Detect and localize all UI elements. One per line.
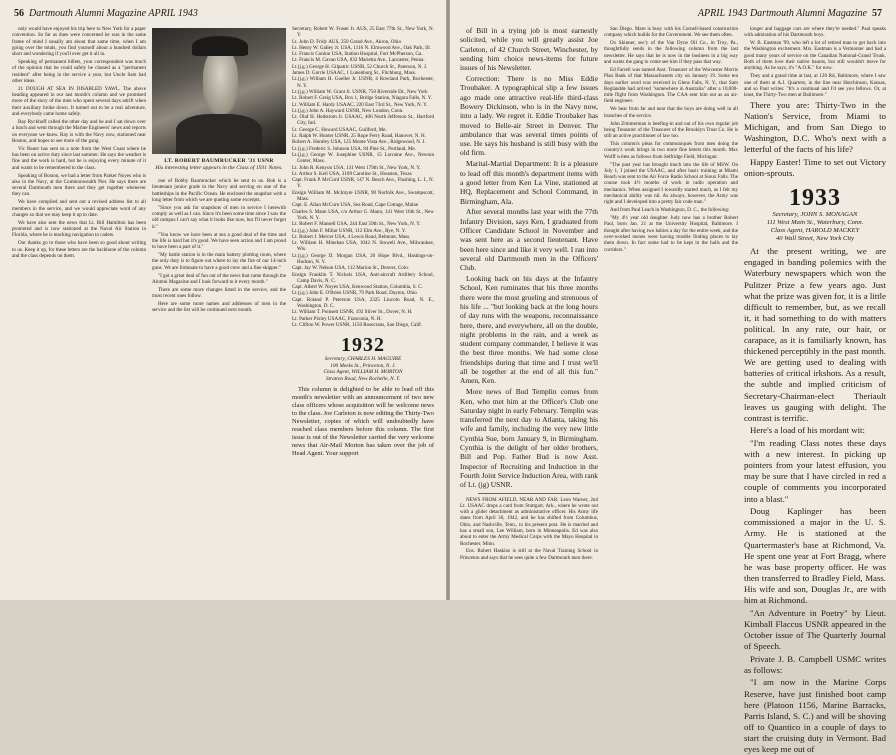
address-entry: Lt. William H. Minehan USA, 1042 N. Stowell Ave., Milwaukee, Wis.	[292, 240, 434, 253]
class-1932-address: 100 Meeks St., Princeton, N. J.	[330, 362, 396, 369]
address-entry: Lt.(j.g.) John F. Millar USNR, 112 Elm Ave., Rye, N. Y.	[292, 227, 406, 234]
right-column-3	[744, 26, 886, 754]
address-entry: Lt. Clifton W. Power USNR, 1150 Rosecrans, San Diego, Calif.	[292, 321, 423, 328]
address-list	[292, 26, 434, 328]
photo-coat	[176, 114, 262, 154]
article-paragraph: Here are some more names and addresses of men in the service and the list will be continued next month.	[152, 300, 286, 314]
class-1933-agent: Class Agent, HAROLD MACKEY	[770, 227, 860, 235]
address-entry: Lt.(j.g.) William W. Grant Jr. USNR, 750 Riverside Dr., New York	[292, 88, 428, 95]
article-paragraph: More news of Bud Templin comes from Ken, who met him at the Officer's Club one Saturday night in early February. Templin was transferred the next day to Atlanta, taking his wife and family, including the very new little Cynthia Sue, born January 9, in Birmingham. Cynthia is the delight of her older brothers, Bill and Pop. Father Bud is now Asst. Inspector of Recruiting and Induction in the Fourth Joint Service Induction Area, with rank of Lt. (jg) USNR.	[460, 387, 598, 490]
article-paragraph: longer and baggage cars are where they're needed." Paul speaks with admiration of his Dartmouth boys.	[744, 26, 886, 39]
left-column-3	[292, 26, 434, 592]
class-1933-header	[744, 185, 886, 243]
address-entry: Capt. Albert W. Noyes USA, Kenwood Station, Columbia, S. C.	[292, 284, 423, 291]
article-paragraph: of Bill in a trying job is most earnestly solicited, while you will greatly assist Joe Carleton, of 42 Church Street, Winchester, by sending him choice news-items for future issues of his Newsletter.	[460, 26, 598, 73]
article-paragraph: Marital-Martial Department: It is a pleasure to lead off this month's department items with a good letter from Ken La Vine, stationed at HQ, Replacement and School Command, in Birmingham, Ala.	[460, 159, 598, 206]
article-paragraph: Here's a load of his mordant wit:	[750, 425, 865, 436]
section-divider	[478, 493, 580, 494]
article-paragraph: San Diego. Mare is busy with his Cornell-based construction company which builds for the Government. We see them often.	[604, 26, 738, 39]
article-paragraph: NEWS FROM AFIELD, NEAR AND FAR: Leon Warner, 2nd Lt. USAAC drops a card from Stuttgart, Ark., where he wrote out with a glider detachment as administrative officer. His Army life dates from April 30, 1942, and he has shifted from Columbus, Ohio, and Nashville, Tenn., to his present post. He is married and has a small son, Lee William, born in Minneapolis. Ed was also about to enter the Army Medical Corps with the Mayo Hospital in Rochester, Minn.	[460, 496, 598, 547]
address-entry: Capt. Roland P. Peterson USA, 2325 Lincoln Road, N. E., Washington, D. C.	[292, 296, 434, 310]
address-entry: Lt.(j.g.) John A. Hayward USNR, New London, Conn.	[292, 107, 404, 114]
article-paragraph: Doug Kaplinger has been commissioned a major in the U. S. Army. He is stationed at the Quartermaster's base at Richmond, Va. He spent one year at Fort Bragg, where he was base property officer. He was then transferred to Bradley Field, Mass. His wife and son, Douglas Jr., are with him at Richmond.	[744, 506, 886, 605]
left-running-head-text: Dartmouth Alumni Magazine APRIL 1943	[29, 8, 198, 19]
article-paragraph: Looking back on his days at the Infantry School, Ken ruminates that his three months there were the most grueling and strenuous of his life ... "but looking back at the long hours of day runs with the weapons, reconnaissance here, there, and everywhere, all on the double, night problems in the rain, and a week as student company commander, I believe it was the best three months. We had some close friendships during that time and I trust we'll all be together at the end of all this fun." Amen, Ken.	[460, 274, 598, 386]
address-entry: Lt. Parker Pixley USAAC, Franconia, N. H.	[292, 315, 382, 322]
article-paragraph: John Zimmerman is beefing-in and out of his own regular job being Treasurer of the Treasurer of the Brooklyn Trust Co. He is still an active practitioner of law too.	[604, 120, 738, 140]
address-entry: Capt. Frank P. McCord USNR, 147 N. Beach Ave., Flushing, L. I., N. Y.	[292, 177, 434, 190]
left-page-number: 56	[14, 8, 24, 19]
photo-caption-text: His interesting letter appears in the Class of 1931 Notes.	[155, 165, 283, 171]
article-paragraph: We have also sent the news that Lt. Bill Hamilton has been promoted and is now stationed at the Naval Air Station in Florida, where he is teaching navigation to cadets.	[12, 219, 146, 239]
address-entry: Capt. Jay W. Nelson USA, 112 Marion St., Denver, Colo.	[292, 265, 410, 272]
article-paragraph: We have compiled and sent out a revised address list to all members in the service, and we would appreciate word of any changes so that we may keep it up to date.	[12, 199, 146, 218]
left-page	[0, 0, 446, 600]
article-paragraph: Correction: There is no Miss Eddie Troubaker. A typographical slip a few issues ago made one attractive real-life third-class Bowery Dickinson, who is in the Navy now, into a lady. We regret it. Eddie Troubaker has moved to Belle-air Street in Denver. The ambulance that was several times points of use. He says his husband is still busy with the old firm.	[460, 74, 598, 158]
class-1932-year: 1932	[341, 334, 385, 357]
left-column-1	[12, 26, 146, 592]
right-running-head	[698, 8, 882, 19]
article-paragraph: 21 DOUGH AT SEA IN DISABLED YAWL. The above heading appeared in our last month's column and we promised more of the story of the men who spent several days adrift when their auxiliary broke down. It turned out to be a real adventure, and everybody came home safely.	[12, 85, 146, 118]
article-paragraph: This column's pleas for communiqués from men doing the country's work brings in two more fine letters this month. Max Wolff writes as follows from Selfridge Field, Michigan:	[604, 141, 738, 160]
address-entry: Ensign William M. McIntyre USNR, 90 Norfolk Ave., Swampscott, Mass.	[292, 189, 434, 203]
address-entry: Lt. Arthur S. Keil USA, 3109 Caroline St., Houston, Texas	[292, 170, 412, 177]
photo-caption	[152, 158, 286, 172]
article-paragraph: Happy Easter! Time to set out Victory onion-sprouts.	[744, 157, 886, 179]
left-column-2-text	[152, 178, 286, 314]
article-paragraph: "The past year has brought much into the life of MSW. On July 1, I joined the USAAC, and after basic training at Miami Beach was sent to the Air Force Radio School at Sioux Falls. The course took 4½ months of work in radio operation and mechanics. When assigned I towardly started much, as I felt my mechanical ability was nil. As always, however, the Army was right and I developed into a pretty fair code man."	[604, 161, 738, 206]
address-entry: James D. Gorrie USAAC, 1 Lunenburg St., Fitchburg, Mass.	[292, 70, 417, 77]
address-entry: Lt. John R. Kenyon USA, 131 West 179th St., New York, N. Y.	[292, 164, 421, 171]
article-paragraph: "My 4½ year old daughter Judy now has a brother Robert Paul, born Jan. 21 at the University Hospital, Baltimore. I thought after having two babies a day for the entire week, and the over-worked nurses were having trouble finding places to lay them down. In fact some had to be kept in the halls and the corridors."	[604, 215, 738, 253]
address-entry: Lt.(j.g.) John E. O'Brien USNR, 79 Park Road, Dayton, Ohio	[292, 290, 417, 297]
address-entry: Lt. Henry W. Galley Jr. USA, 1116 N. Elmwood Ave., Oak Park, Ill.	[292, 44, 431, 51]
address-entry: Lt. Ralph W. Hunter USNR, 25 Rope Ferry Road, Hanover, N. H.	[292, 133, 426, 140]
photo-caption-name: LT. ROBERT BAUMRUCKER '31 USNR	[164, 158, 274, 164]
class-1933-year: 1933	[789, 185, 841, 212]
address-entry: Lt. Robert F. Greig USA, Box 1, Bridge Station, Niagara Falls, N. Y.	[292, 95, 432, 102]
article-paragraph: Ed Farrell was named Asst. Treasurer of the Worcester Morris Plan Bank of that Massachusetts city on January 19. Some ten days earlier word was received in Glens Falls, N. Y., that Sam Beglandde had arrived "somewhere in Australia" after a 10,000-mile flight from Washington. The CAA sent him out as an air-field engineer.	[604, 66, 738, 105]
left-column-2	[152, 26, 286, 592]
address-entry: Lt. Robert J. Mercer USA, 4 Lewis Road, Belmont, Mass.	[292, 233, 411, 240]
article-paragraph: There are some more changes listed in the service, and the most recent ones follow.	[152, 286, 286, 300]
article-paragraph: "An Adventure in Poetry" by Lieut. Kimball Flaccus USNR appeared in the October issue of The Quarterly Journal of Speech.	[744, 607, 886, 651]
article-paragraph: They and a grand time at last, at 120 Rd, Baltimore, where I saw one of them at A.J. Quarters, in the line near Hutchinson, Kansas, and so Paul writes: "It's a continual and I'd see you fellows. Or, at least, the Thirty-Two men at Baltimore."	[744, 73, 886, 99]
address-entry: Robert A. Huntley USA, 125 Monte Vista Ave., Ridgewood, N. J.	[292, 139, 426, 146]
right-column-3-top	[744, 26, 886, 98]
article-paragraph: Private J. B. Campbell USMC writes as follows:	[744, 653, 886, 675]
article-paragraph: And from Paul Leach in Washington, D. C., the following:	[610, 207, 730, 214]
class-1932-header	[292, 334, 434, 382]
address-entry: Lt.(j.g.) George W. Josephine USNR, 15 Lorraine Ave., Newton Center, Mass.	[292, 151, 434, 165]
article-paragraph: After several months last year with the 77th Infantry Division, says Ken, I graduated from Officer Candidate School in November and was sent here as a second lieutenant. Have been here since and like it very well. I ran into several old Dartmouth men in the Officers' Club.	[460, 207, 598, 273]
address-entry: Lt.(j.g.) William H. Goeller Jr. USNR, 4 Rowland Park, Rochester, N. Y.	[292, 76, 434, 89]
address-entry: Lt. Francis Conlon USA, Station Hospital, Fort McPherson, Ga.	[292, 51, 423, 58]
right-column-1-text	[460, 26, 598, 490]
class-1933-agent-address: 40 Wall Street, New York City	[775, 235, 855, 243]
address-entry: Lt. Francis M. Gavan USA, 832 Marietta Ave., Lancaster, Penna.	[292, 57, 425, 64]
address-entry: Lt. William E. Hardy USAAC, 220 East 73rd St., New York, N. Y.	[292, 101, 428, 108]
article-paragraph: Our thanks go to those who have been so good about writing to us. Keep it up, for these letters are the backbone of the column and the class depends on them.	[12, 240, 146, 259]
address-entry: Lt.(j.g.) George D. Morgan USA, 20 Hope Blvd., Hastings-on-Hudson, N. Y.	[292, 252, 434, 265]
article-paragraph: W. B. Eastman '99, who left a lot of retired man to get back into the Washington excitement. Mrs. Eastman is a Vermonter and had a good many years of service on the Canadian National-Grand Trunk. Both of them love their native haunts, but still wouldn't move for anything. As he says, it's "A.O.K." for now.	[744, 40, 886, 72]
right-page-number: 57	[872, 8, 882, 19]
article-paragraph: We hear from far and near that the boys are doing well in all branches of the service.	[604, 106, 738, 119]
article-paragraph: Speaking of permanent billets, your correspondent was much of the opinion that he could safely be classed as a "permanent resident" after being in the service a year, but Uncle Sam had other ideas.	[12, 59, 146, 84]
photo-cap	[192, 36, 248, 56]
article-paragraph: "I am now in the Marine Corps Reserve, have just finished boot camp here (Platoon 1156, Marine Barracks, Parris Island, S. C.) and will be shoving off to Quantico in a couple of days to start the cruising duty in Vermont. Bad eyes keep me out of	[744, 677, 886, 754]
article-paragraph: one of Bobby Baumrucker which he sent to us. Bob is a lieutenant junior grade in the Navy and serving on one of the battleships in the Pacific Ocean. He enclosed the snapshot with a long letter from which we are quoting some excerpts.	[152, 178, 286, 203]
article-paragraph: Ens. Robert Haskins is still at the Naval Training School in Princeton and says that he sees quite a few Dartmouth men there.	[460, 548, 598, 561]
right-column-2	[604, 26, 738, 592]
article-paragraph: There you are: Thirty-Two in the Nation's Service, from Miami to Michigan, and from San Diego to Washington, D.C. Who's next with a letterful of the facts of his life?	[744, 100, 886, 155]
class-1933-notes	[744, 246, 886, 755]
class-1932-secretary: Secretary, CHARLES H. MAGUIRE	[324, 356, 402, 363]
address-entry: Ensign Franklin T. Nichols USA, Anti-aircraft Artillery School, Camp Davis, N. C.	[292, 271, 434, 284]
address-entry: Lt. George C. Howard USAAC, Guilford, Me.	[292, 126, 387, 133]
article-paragraph: At the present writing, we are engaged in banding polemics with the Waterbury newspapers which won the Pulitzer Prize a few years ago. Just what the prize was given for, it is a little difficult to remember, but, as we recall it, it had something to do with matters political. In any rate, our hair, or carapace, as it is familiarly known, has thickened perceptibly in the past month. We are getting used to dealing with batteries of critical irkshots. As a result, the subtle and implied criticism of Secretary-Chairman-elect Theriault leaves us gauging with delight. The contrast is terrific.	[744, 246, 886, 423]
class-1933-secretary: Secretary, JOHN S. MONAGAN	[772, 211, 858, 219]
article-paragraph: This column is delighted to be able to lead off this month's newsletter with an announcement of two new class officers whose acquisition will be welcome news to the class. Joe Carleton is now editing the Thirty-Two Newsletter, copies of which will undoubtedly have reached class members before this column. The first issue is out of the Newsletter carried the very welcome news that Air-Mail Morton has taken over the job of Head Agent. Your support	[292, 385, 434, 457]
right-column-3-closing	[744, 100, 886, 179]
article-paragraph: Vic Bauer has sent us a note from the West Coast where he has been on active duty since last summer. He says the weather is fine and the work is hard, but he is enjoying every minute of it and wants to be remembered to the class.	[12, 145, 146, 171]
article-paragraph: "I'm reading Class notes these days with a new interest. In picking up pointers from your latest effusion, you may be sure that I have circled in red a couple of comments you incorporated into a blast."	[744, 438, 886, 504]
class-1932-agent-address: Stratton Road, New Rochelle, N. Y.	[325, 376, 401, 383]
address-entry: Lt. Olaf H. Hedstrom Jr. USAAC, 406 North Jefferson St., Hartford City, Ind.	[292, 114, 434, 127]
right-page	[450, 0, 896, 754]
right-column-1	[460, 26, 598, 592]
address-entry: Lt. William T. Poinsett USNR, 192 Silver St., Dover, N. H.	[292, 309, 413, 316]
address-entry: Lt.(j.g.) George H. Gilpatric USNR, 52 Church St., Paterson, N. J.	[292, 63, 428, 70]
address-entry: Charles S. Mann USA, c/o Arthur G. Mann, 141 West 16th St., New York, N. Y.	[292, 208, 434, 221]
article-paragraph: Ray Ryckhoff called the other day and he and I sat down over a lunch and went through the Marine Engineers' news and reports on everyone we knew. Ray is with the Navy now, stationed near Boston, and hopes to see more of the gang.	[12, 118, 146, 144]
address-entry: Secretary, Robert W. Fraser Jr. AUS, 25 East 77th St., New York, N. Y.	[292, 26, 434, 39]
class-1933-address: 111 West Main St., Waterbury, Conn.	[766, 219, 864, 227]
article-paragraph: Speaking of Boston, we had a letter from Parker Noyes who is also in the Navy, at the Commonwealth Pier. He says there are several Dartmouth men there and they get together whenever they can.	[12, 172, 146, 198]
class-1932-notes	[292, 386, 434, 458]
article-paragraph: "I got a great deal of fun out of the news that came through the Alumni Magazine and I look forward to it every month."	[152, 272, 286, 285]
article-paragraph: "You know we have been at sea a good deal of the time and the life is hard but it's good. We have seen action and I am proud to have been a part of it."	[152, 231, 286, 251]
address-entry: Lt. Robert F. Mansell USA, 244 East 59th St., New York, N. Y.	[292, 221, 421, 228]
left-running-head	[14, 8, 198, 19]
article-paragraph: Ox Skinner, sec'y of the Van Dyne Oil Co., in Troy, Pa., thoughtfully sends in the following column from the last newsletter. He says that he is now in the business in a big way and wants the gang to come see him if they pass that way.	[604, 40, 738, 66]
right-running-head-text: APRIL 1943 Dartmouth Alumni Magazine	[697, 8, 867, 19]
portrait-photo	[152, 28, 286, 154]
article-paragraph: "Since you ask for snapshots of men in service I herewith comply as well as I can. Since it's been some time since I saw the old campus I can't say what it looks like now, but I'll never forget it."	[152, 204, 286, 230]
photo-face	[203, 48, 238, 114]
class-1932-agent: Class Agent, WILLIAM H. MORTON	[323, 369, 403, 376]
article-paragraph: "My battle station is in the main battery plotting room, where the only duty is to figure out where to lay the fire of our 14-inch guns. We are fortunate to have a good crew and a fine skipper."	[152, 252, 286, 271]
address-entry: Capt. E. Allan McCurn USA, Sea Road, Cape Cottage, Maine	[292, 202, 419, 209]
article-paragraph: only would have enjoyed his trip here to New York for a paper convention. So far as dues were concerned he was in the same frame of mind I usually am about that same time, when I am going over the totals, you find yourself about a hundred dollars short and wondering if you'll ever get it all in.	[12, 26, 146, 58]
address-entry: Lt.(j.g.) Frederic S. Johnson USA, 84 Pine St., Portland, Me.	[292, 145, 416, 152]
right-column-1-news	[460, 497, 598, 562]
address-entry: Lt. John D. Fridy AUS, 250 Grand Ave., Akron, Ohio	[292, 38, 401, 45]
